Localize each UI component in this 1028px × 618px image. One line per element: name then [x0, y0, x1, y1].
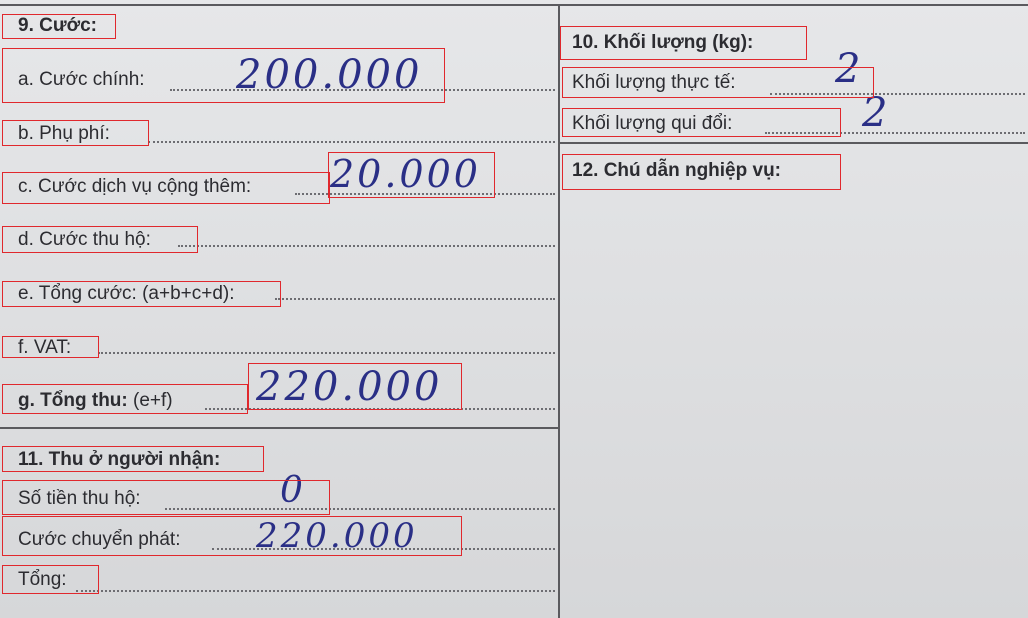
dotted-line-weight-actual [770, 93, 1025, 95]
column-divider [558, 4, 560, 618]
dotted-line-b [148, 141, 555, 143]
section-divider-left [0, 427, 558, 429]
label-main-fee: a. Cước chính: [18, 69, 145, 90]
label-cod-fee: d. Cước thu hộ: [18, 229, 151, 250]
label-converted-weight: Khối lượng qui đổi: [572, 113, 733, 134]
value-converted-weight: 2 [862, 90, 891, 136]
value-cod-amount: 0 [280, 470, 306, 511]
section-11-title: 11. Thu ở người nhận: [18, 449, 221, 470]
label-total: Tổng: [18, 569, 67, 590]
value-extra-service-fee: 20.000 [330, 152, 481, 196]
value-grand-total: 220.000 [256, 364, 443, 410]
label-cod-amount: Số tiền thu hộ: [18, 488, 141, 509]
label-surcharge: b. Phụ phí: [18, 123, 110, 144]
dotted-line-total [76, 590, 555, 592]
label-extra-service-fee: c. Cước dịch vụ cộng thêm: [18, 176, 252, 197]
label-vat: f. VAT: [18, 337, 72, 358]
label-grand-total-formula: (e+f) [133, 390, 173, 411]
top-border [0, 4, 1028, 6]
dotted-line-d [178, 245, 555, 247]
label-actual-weight: Khối lượng thực tế: [572, 72, 736, 93]
label-grand-total [18, 390, 173, 412]
dotted-line-f [98, 352, 555, 354]
dotted-line-e [275, 298, 555, 300]
label-shipping-fee: Cước chuyển phát: [18, 529, 181, 550]
value-actual-weight: 2 [835, 46, 864, 92]
label-total-fee: e. Tổng cước: (a+b+c+d): [18, 283, 235, 304]
value-main-fee: 200.000 [236, 52, 423, 98]
dotted-line-weight-converted [765, 132, 1025, 134]
value-shipping-fee: 220.000 [256, 516, 418, 556]
section-9-title: 9. Cước: [18, 15, 98, 36]
dotted-line-cod [165, 508, 555, 510]
section-10-title: 10. Khối lượng (kg): [572, 32, 754, 53]
section-12-title: 12. Chú dẫn nghiệp vụ: [572, 160, 782, 181]
section-divider-right [560, 142, 1028, 144]
label-grand-total-bold: g. Tổng thu: [18, 390, 128, 411]
